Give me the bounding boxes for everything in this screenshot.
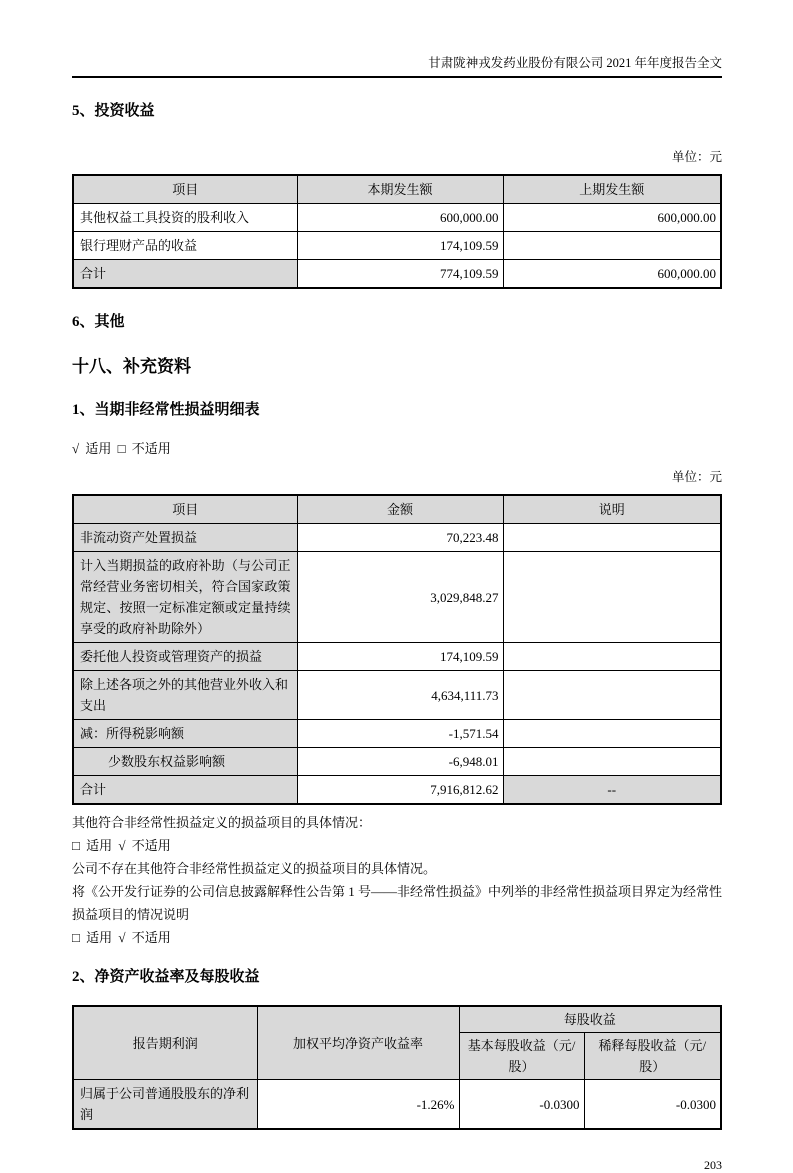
applicable-label: 适用 <box>85 441 112 456</box>
table-row <box>73 643 721 671</box>
table-total-row <box>73 260 721 289</box>
applicability-line <box>72 834 722 857</box>
table-row <box>73 748 721 776</box>
item-cell: 除上述各项之外的其他营业外收入和支出 <box>73 671 297 720</box>
prior-amount-cell <box>503 232 721 260</box>
table-row <box>73 232 721 260</box>
unit-label: 单位：元 <box>671 470 722 484</box>
checkbox-icon: □ <box>117 441 126 456</box>
item-cell: 其他权益工具投资的股利收入 <box>73 204 297 232</box>
table-header-row <box>73 1006 721 1033</box>
item-cell: 少数股东权益影响额 <box>73 748 297 776</box>
check-mark-icon: √ <box>118 930 126 945</box>
current-amount-cell: 600,000.00 <box>297 204 503 232</box>
investment-income-table <box>72 174 722 289</box>
not-applicable-label: 不适用 <box>131 930 171 945</box>
column-header-period-profit: 报告期利润 <box>73 1006 257 1080</box>
checkbox-icon: □ <box>72 838 80 853</box>
applicability-line <box>72 438 722 457</box>
roe-cell: -1.26% <box>257 1080 459 1130</box>
note-cell <box>503 748 721 776</box>
total-label-cell: 合计 <box>73 776 297 805</box>
table-row <box>73 720 721 748</box>
note-cell <box>503 524 721 552</box>
current-amount-cell: 174,109.59 <box>297 232 503 260</box>
note-line: 将《公开发行证券的公司信息披露解释性公告第 1 号——非经常性损益》中列举的非经常性损益项目界定为经常性损益项目的情况说明 <box>72 884 723 922</box>
table-total-row <box>73 776 721 805</box>
not-applicable-label: 不适用 <box>131 441 171 456</box>
non-recurring-items-table <box>72 494 722 805</box>
checkbox-icon: □ <box>72 930 80 945</box>
check-mark-icon: √ <box>72 441 80 456</box>
note-cell <box>503 643 721 671</box>
page-number: 203 <box>704 1158 722 1172</box>
column-header-prior: 上期发生额 <box>503 175 721 204</box>
applicable-label: 适用 <box>86 838 113 853</box>
table-header-row <box>73 175 721 204</box>
column-header-item: 项目 <box>73 495 297 524</box>
table-row <box>73 524 721 552</box>
column-header-note: 说明 <box>503 495 721 524</box>
table-header-row <box>73 495 721 524</box>
section-heading-investment-income: 5、投资收益 <box>72 103 155 119</box>
section-heading-supplementary: 十八、补充资料 <box>72 357 191 376</box>
document-header <box>72 0 722 78</box>
table-row <box>73 204 721 232</box>
note-line: 其他符合非经常性损益定义的损益项目的具体情况： <box>72 815 372 830</box>
amount-cell: -1,571.54 <box>297 720 503 748</box>
note-cell <box>503 552 721 643</box>
current-amount-cell: 774,109.59 <box>297 260 503 289</box>
table-row <box>73 671 721 720</box>
note-line: 公司不存在其他符合非经常性损益定义的损益项目的具体情况。 <box>72 861 437 876</box>
item-cell: 减：所得税影响额 <box>73 720 297 748</box>
report-title: 甘肃陇神戎发药业股份有限公司 2021 年年度报告全文 <box>428 56 722 70</box>
total-label-cell: 合计 <box>73 260 297 289</box>
section-heading-other: 6、其他 <box>72 314 125 330</box>
section-heading-non-recurring: 1、当期非经常性损益明细表 <box>72 402 260 418</box>
basic-eps-cell: -0.0300 <box>459 1080 584 1130</box>
amount-cell: 174,109.59 <box>297 643 503 671</box>
check-mark-icon: √ <box>118 838 126 853</box>
roe-eps-table <box>72 1005 722 1130</box>
column-header-basic-eps: 基本每股收益（元/股） <box>459 1033 584 1080</box>
applicability-line <box>72 926 722 949</box>
note-cell <box>503 720 721 748</box>
table-row <box>73 552 721 643</box>
column-header-item: 项目 <box>73 175 297 204</box>
item-cell: 归属于公司普通股股东的净利润 <box>73 1080 257 1130</box>
not-applicable-label: 不适用 <box>131 838 171 853</box>
diluted-eps-cell: -0.0300 <box>584 1080 721 1130</box>
amount-cell: -6,948.01 <box>297 748 503 776</box>
item-cell: 委托他人投资或管理资产的损益 <box>73 643 297 671</box>
prior-amount-cell: 600,000.00 <box>503 204 721 232</box>
amount-cell: 4,634,111.73 <box>297 671 503 720</box>
note-cell <box>503 671 721 720</box>
prior-amount-cell: 600,000.00 <box>503 260 721 289</box>
amount-cell: 7,916,812.62 <box>297 776 503 805</box>
item-cell: 非流动资产处置损益 <box>73 524 297 552</box>
item-cell: 计入当期损益的政府补助（与公司正常经营业务密切相关，符合国家政策规定、按照一定标准定额或定量持续享受的政府补助除外） <box>73 552 297 643</box>
column-header-eps-group: 每股收益 <box>459 1006 721 1033</box>
notes-block <box>72 811 722 949</box>
column-header-diluted-eps: 稀释每股收益（元/股） <box>584 1033 721 1080</box>
amount-cell: 70,223.48 <box>297 524 503 552</box>
table-row <box>73 1080 721 1130</box>
column-header-current: 本期发生额 <box>297 175 503 204</box>
column-header-weighted-roe: 加权平均净资产收益率 <box>257 1006 459 1080</box>
item-cell: 银行理财产品的收益 <box>73 232 297 260</box>
amount-cell: 3,029,848.27 <box>297 552 503 643</box>
note-cell: -- <box>503 776 721 805</box>
section-heading-roe-eps: 2、净资产收益率及每股收益 <box>72 969 260 985</box>
unit-label: 单位：元 <box>671 150 722 164</box>
applicable-label: 适用 <box>86 930 113 945</box>
column-header-amount: 金额 <box>297 495 503 524</box>
